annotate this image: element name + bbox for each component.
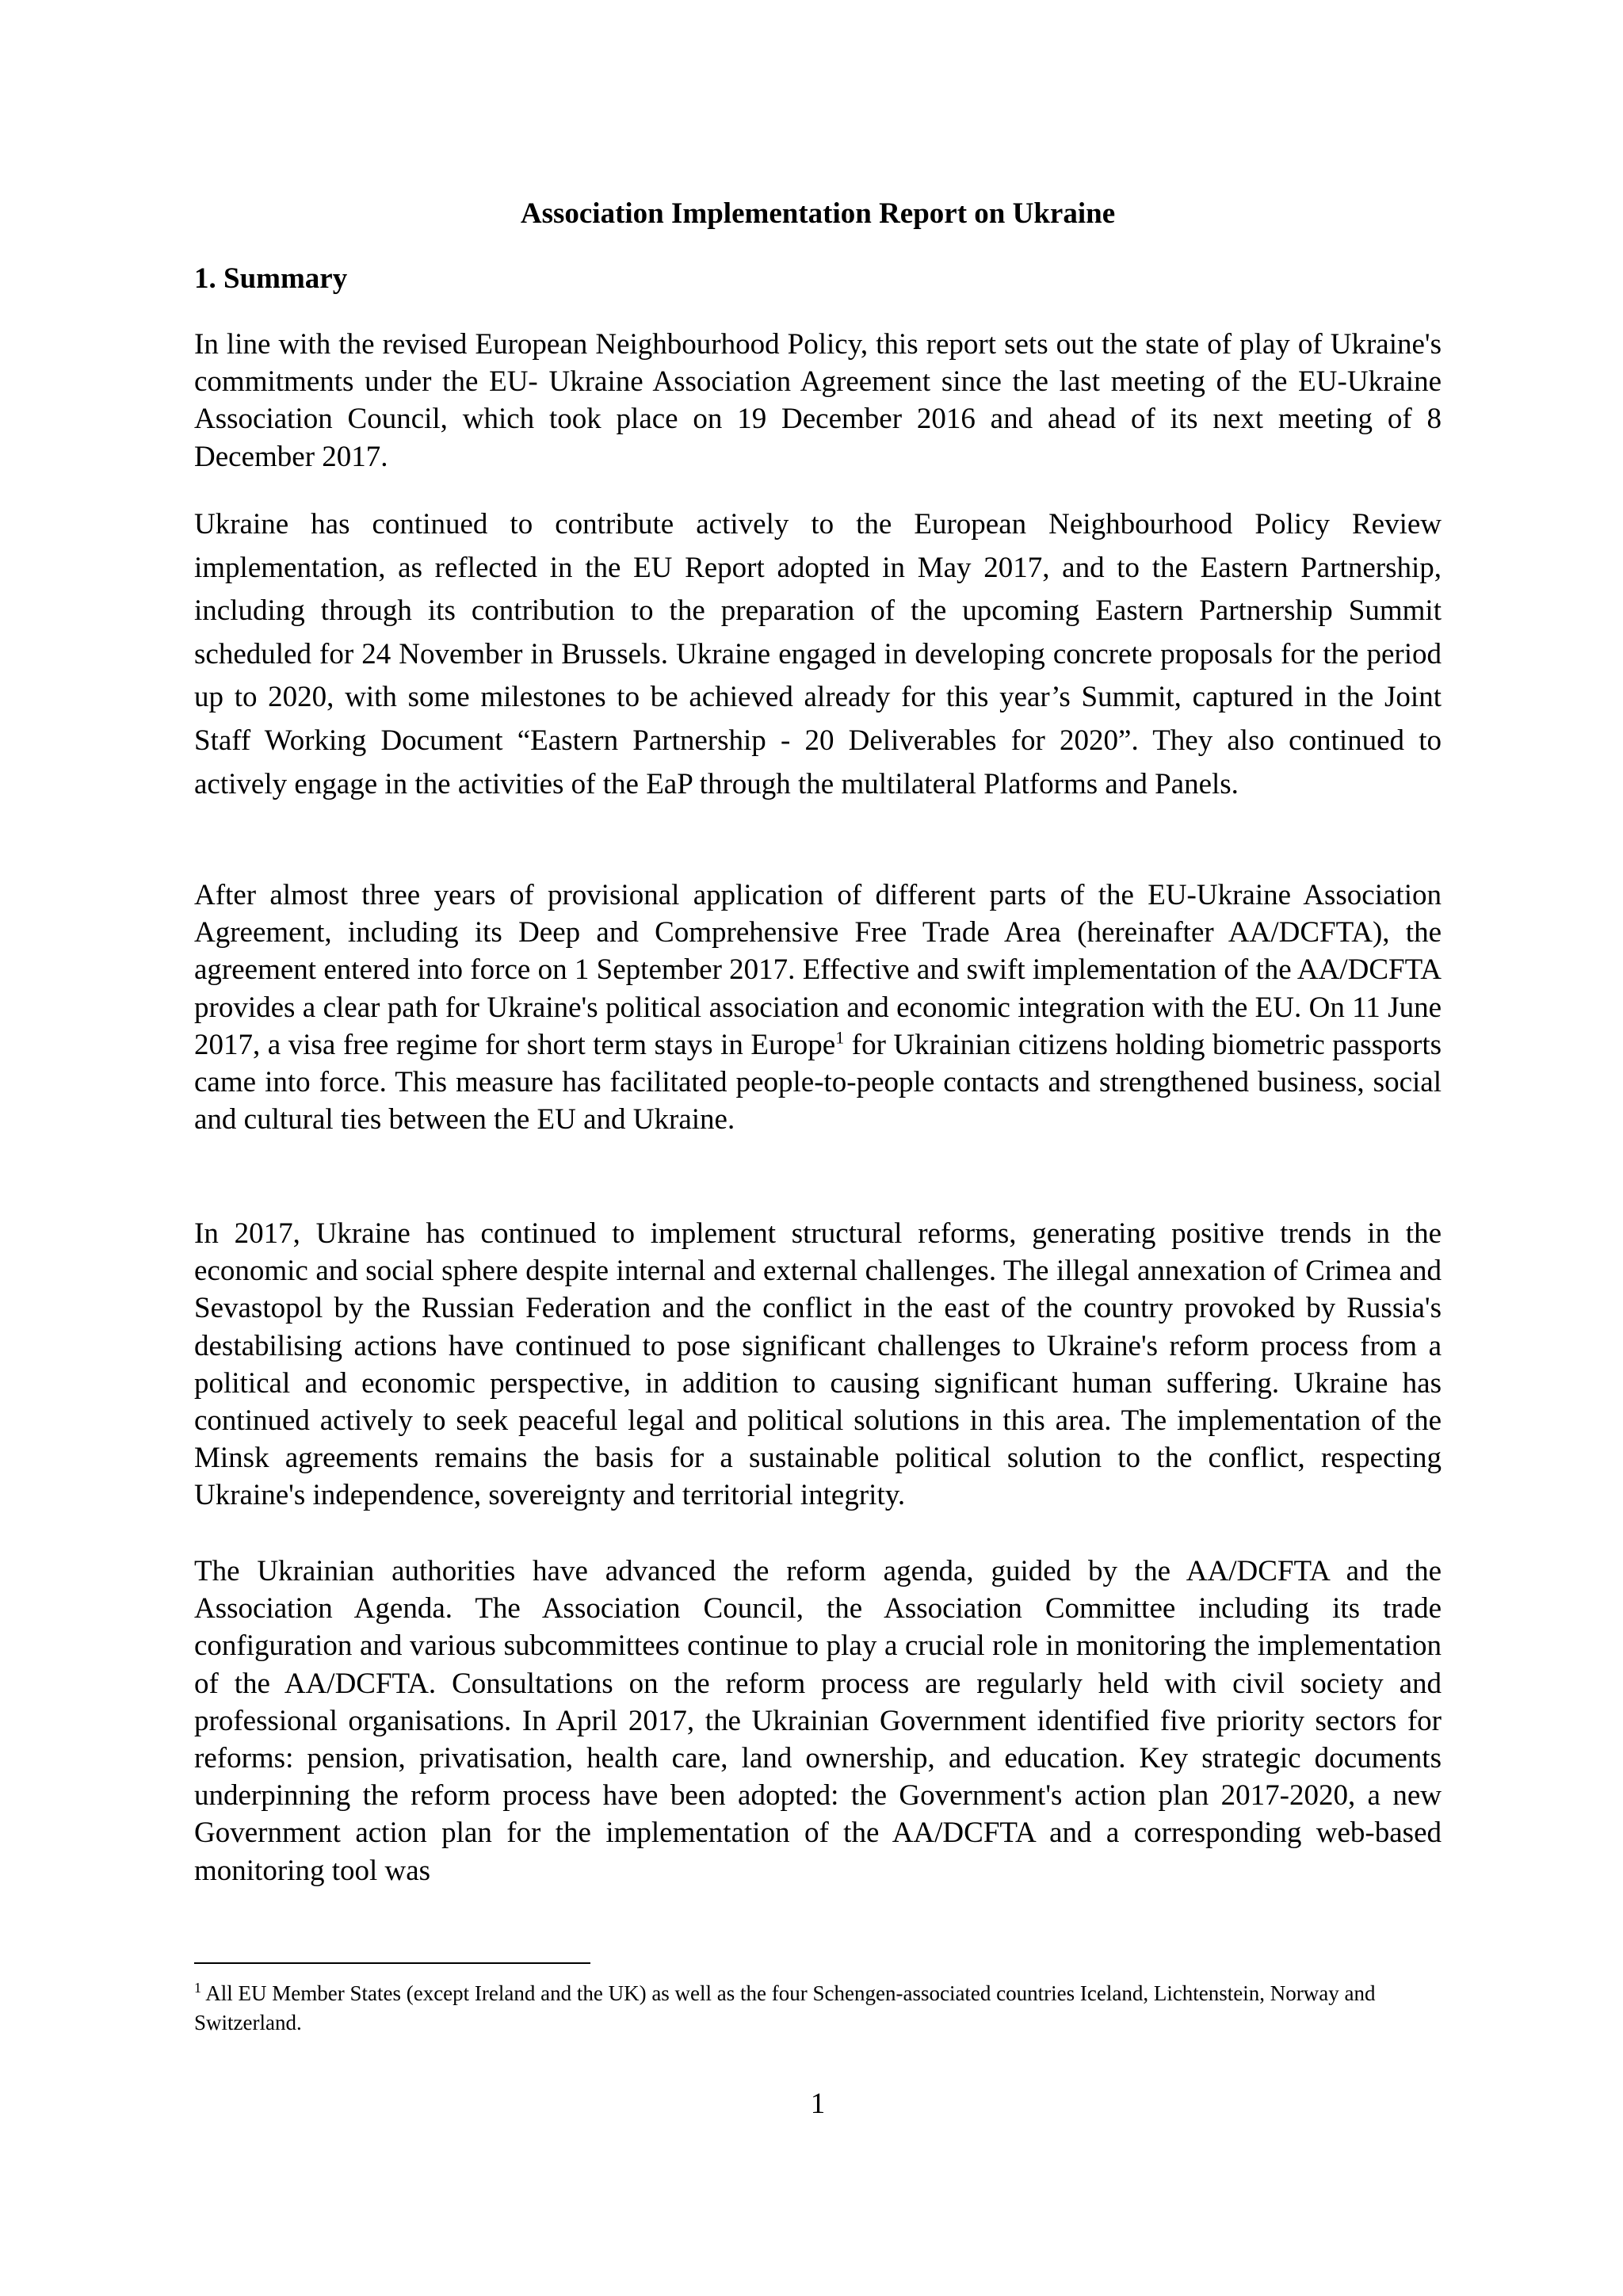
section-heading-summary: 1. Summary [194,262,348,295]
paragraph-3-text-after-footnote: for Ukrainian citizens holding biometric passports came into force. This measure has facilitated people-to-people contacts and strengthened business, social and cultural ties between the EU and Ukraine. [194,1028,1442,1137]
footnote-marker: 1 [194,1980,201,1996]
footnote-separator [194,1962,590,1964]
footnote-text: All EU Member States (except Ireland and the UK) as well as the four Schengen-associated countries Iceland, Lichtenstein, Norway and Switzerland. [194,1981,1376,2034]
page-number: 1 [810,2088,826,2120]
paragraph-3 [194,877,1442,1138]
paragraph-2: Ukraine has continued to contribute actively to the European Neighbourhood Policy Review implementation, as reflected in the EU Report adopted in May 2017, and to the Eastern Partnership, including through its contribution to the preparation of the upcoming Eastern Partnership Summit scheduled for 24 November in Brussels. Ukraine engaged in developing concrete proposals for the period up to 2020, with some milestones to be achieved already for this year’s Summit, captured in the Joint Staff Working Document “Eastern Partnership - 20 Deliverables for 2020”. They also continued to actively engage in the activities of the EaP through the multilateral Platforms and Panels. [194,508,1442,800]
paragraph-1: In line with the revised European Neighbourhood Policy, this report sets out the state of play of Ukraine's commitments under the EU- Ukraine Association Agreement since the last meeting of the EU-Ukraine Association Council, which took place on 19 December 2016 and ahead of its next meeting of 8 December 2017. [194,328,1442,473]
paragraph-3-text-before-footnote: After almost three years of provisional application of different parts of the EU-Ukraine Association Agreement, including its Deep and Comprehensive Free Trade Area (hereinafter AA/DCFTA), the agreement entered into force on 1 September 2017. Effective and swift implementation of the AA/DCFTA provides a clear path for Ukraine's political association and economic integration with the EU. On 11 June 2017, a visa free regime for short term stays in Europe [194,879,1442,1061]
document-title: Association Implementation Report on Ukraine [520,197,1116,230]
footnote [194,1979,1442,2038]
footnote-reference[interactable]: 1 [835,1027,845,1048]
paragraph-5: The Ukrainian authorities have advanced the reform agenda, guided by the AA/DCFTA and the Association Agenda. The Association Council, the Association Committee including its trade configuration and various subcommittees continue to play a crucial role in monitoring the implementation of the AA/DCFTA. Consultations on the reform process are regularly held with civil society and professional organisations. In April 2017, the Ukrainian Government identified five priority sectors for reforms: pension, privatisation, health care, land ownership, and education. Key strategic documents underpinning the reform process have been adopted: the Government's action plan 2017-2020, a new Government action plan for the implementation of the AA/DCFTA and a corresponding web-based monitoring tool was [194,1555,1442,1887]
paragraph-4: In 2017, Ukraine has continued to implement structural reforms, generating positive trends in the economic and social sphere despite internal and external challenges. The illegal annexation of Crimea and Sevastopol by the Russian Federation and the conflict in the east of the country provoked by Russia's destabilising actions have continued to pose significant challenges to Ukraine's reform process from a political and economic perspective, in addition to causing significant human suffering. Ukraine has continued actively to seek peaceful legal and political solutions in this area. The implementation of the Minsk agreements remains the basis for a sustainable political solution to the conflict, respecting Ukraine's independence, sovereignty and territorial integrity. [194,1217,1442,1512]
